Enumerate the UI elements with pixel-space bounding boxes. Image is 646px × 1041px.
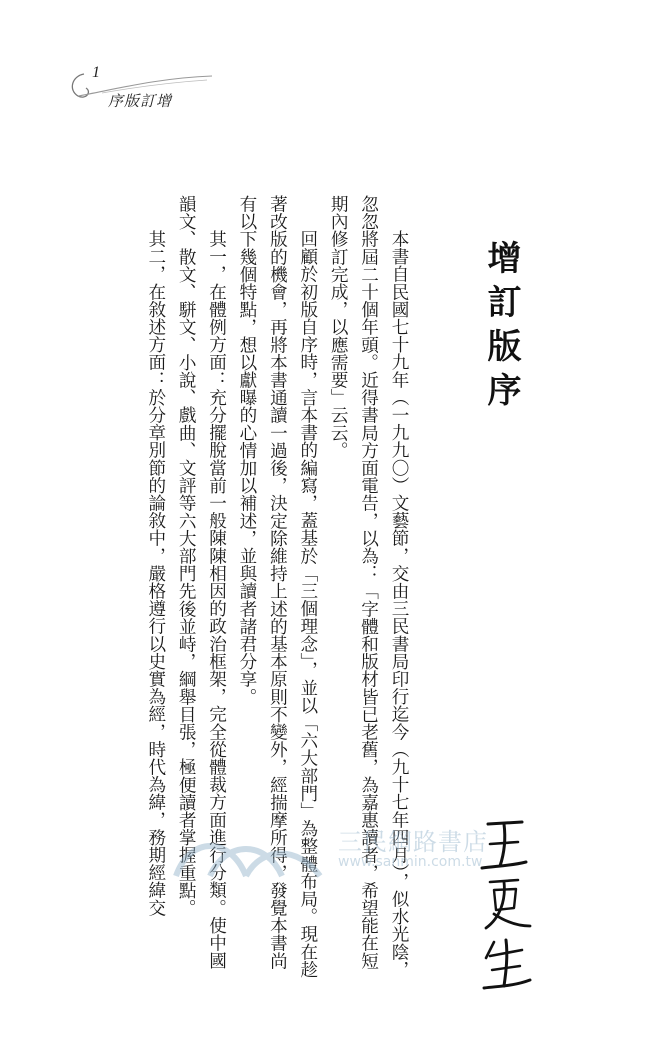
running-head: 序版訂增 <box>108 92 173 110</box>
watermark-logo-icon <box>170 826 330 886</box>
watermark <box>170 822 500 892</box>
paragraph: 本書自民國七十九年（一九九〇）文藝節，交由三民書局印行迄今（九十七年四月），似水光陰，忽忽將屆二十個年頭。近得書局方面電告，以為：「字體和版材皆已老舊，為嘉惠讀者，希望能在短期內修訂完成，以應需要」云云。 <box>328 195 409 979</box>
page-number: 1 <box>92 64 100 81</box>
page-title: 增訂版序 <box>481 240 521 416</box>
paragraph: 其二，在敘述方面：於分章別節的論敘中，嚴格遵行以史實為經，時代為緯，務期經緯交 <box>145 230 166 917</box>
paragraph: 回顧於初版自序時，言本書的編寫，蓋基於「三個理念」，並以「六大部門」為整體布局。現在趁著改版的機會，再將本書通讀一過後，決定除維持上述的基本原則不變外，經揣摩所得，發覺本書尚有以下幾個特點，想以獻曝的心情加以補述，並與讀者諸君分享。 <box>236 195 318 979</box>
watermark-url: www.sanmin.com.tw <box>338 854 483 870</box>
page-header <box>62 60 222 120</box>
paragraph: 其一，在體例方面：充分擺脫當前一般陳陳相因的政治框架，完全從體裁方面進行分類。使中國韻文、散文、駢文、小說、戲曲、文評等六大部門先後並峙，綱舉目張，極便讀者掌握重點。 <box>176 195 227 970</box>
watermark-name: 三民網路書店 <box>338 828 488 856</box>
